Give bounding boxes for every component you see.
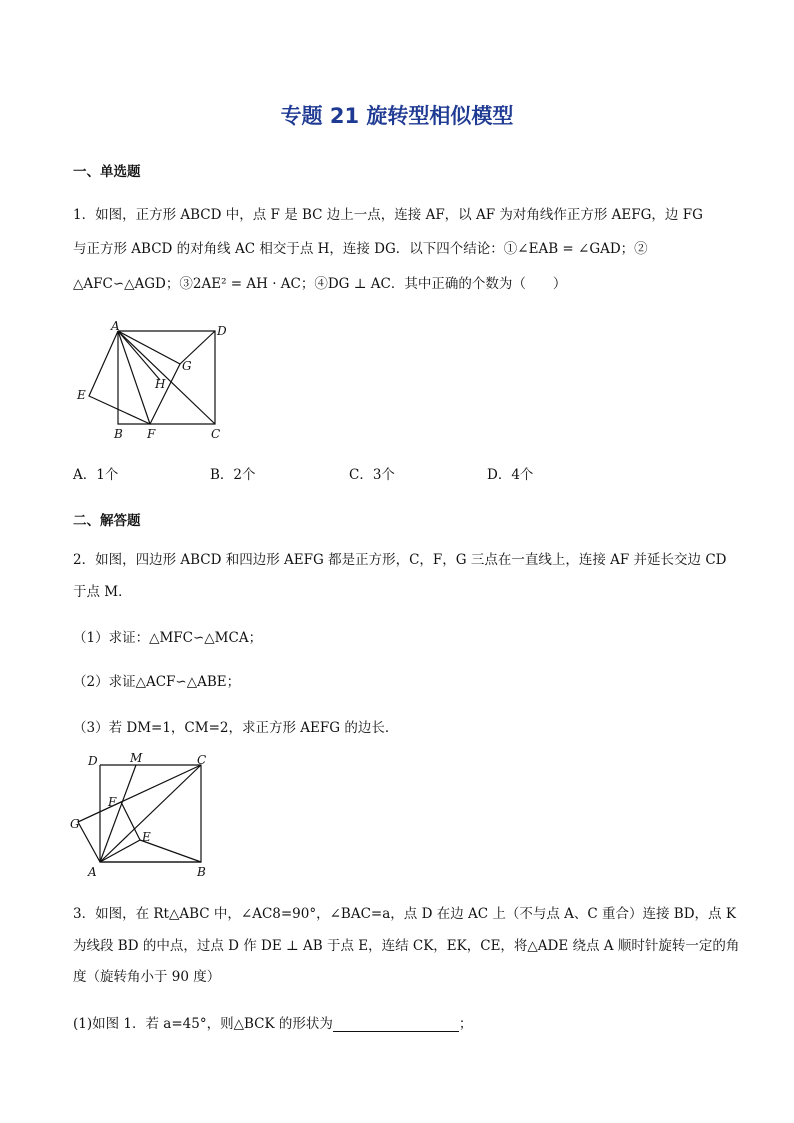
label-a: A bbox=[88, 865, 97, 879]
segment-gc bbox=[78, 765, 201, 822]
label-b: B bbox=[114, 427, 123, 441]
segment-am bbox=[100, 765, 136, 862]
q3-line-3: 度（旋转角小于 90 度） bbox=[73, 969, 221, 985]
q1-figure bbox=[72, 318, 242, 444]
label-c: C bbox=[197, 753, 207, 767]
option-a: A．1个 bbox=[73, 467, 119, 483]
q1-line-1: 1．如图，正方形 ABCD 中，点 F 是 BC 边上一点，连接 AF，以 AF 为对角线作正方形 AEFG，边 FG bbox=[73, 207, 703, 223]
label-h: H bbox=[155, 377, 166, 391]
q3-sub-1-prefix: (1)如图 1．若 a=45°，则△BCK 的形状为 bbox=[73, 1016, 333, 1032]
q1-line-3: △AFC∽△AGD；③2AE² = AH · AC；④DG ⊥ AC．其中正确的个数为（ ） bbox=[73, 276, 567, 292]
q2-sub-1: （1）求证：△MFC∽△MCA； bbox=[73, 630, 263, 646]
label-g: G bbox=[70, 817, 80, 831]
q2-sub-3: （3）若 DM=1，CM=2，求正方形 AEFG 的边长． bbox=[73, 720, 399, 736]
q3-sub-1-suffix: ； bbox=[458, 1016, 473, 1032]
label-d: D bbox=[88, 754, 98, 768]
q2-line-1: 2．如图，四边形 ABCD 和四边形 AEFG 都是正方形，C，F，G 三点在一直线上，连接 AF 并延长交边 CD bbox=[73, 552, 727, 568]
q3-sub-1 bbox=[73, 1012, 472, 1032]
option-c: C．3个 bbox=[349, 467, 395, 483]
q2-figure bbox=[62, 748, 222, 882]
option-d: D．4个 bbox=[487, 467, 534, 483]
label-e: E bbox=[77, 388, 86, 402]
label-a: A bbox=[111, 319, 120, 333]
section-heading-single-choice: 一、单选题 bbox=[73, 164, 141, 180]
label-g: G bbox=[182, 359, 192, 373]
q3-line-2: 为线段 BD 的中点，过点 D 作 DE ⊥ AB 于点 E，连结 CK，EK，CE，将△ADE 绕点 A 顺时针旋转一定的角 bbox=[73, 938, 740, 954]
label-f: F bbox=[147, 427, 156, 441]
label-f: F bbox=[108, 795, 117, 809]
label-c: C bbox=[211, 427, 221, 441]
segment-ah bbox=[118, 331, 160, 380]
label-m: M bbox=[130, 751, 143, 765]
section-heading-answer: 二、解答题 bbox=[73, 513, 141, 529]
q2-line-2: 于点 M． bbox=[73, 584, 132, 600]
page-title: 专题 21 旋转型相似模型 bbox=[280, 104, 514, 128]
label-b: B bbox=[197, 865, 206, 879]
diagonal-ac bbox=[100, 765, 201, 862]
label-d: D bbox=[217, 324, 227, 338]
q3-line-1: 3．如图，在 Rt△ABC 中，∠AC8=90°，∠BAC=a，点 D 在边 AC 上（不与点 A、C 重合）连接 BD，点 K bbox=[73, 906, 736, 922]
label-e: E bbox=[142, 830, 151, 844]
q2-sub-2: （2）求证△ACF∽△ABE； bbox=[73, 674, 241, 690]
answer-blank bbox=[333, 1017, 459, 1032]
q1-line-2: 与正方形 ABCD 的对角线 AC 相交于点 H，连接 DG．以下四个结论：①∠EAB = ∠GAD；② bbox=[73, 241, 648, 257]
option-b: B．2个 bbox=[210, 467, 256, 483]
